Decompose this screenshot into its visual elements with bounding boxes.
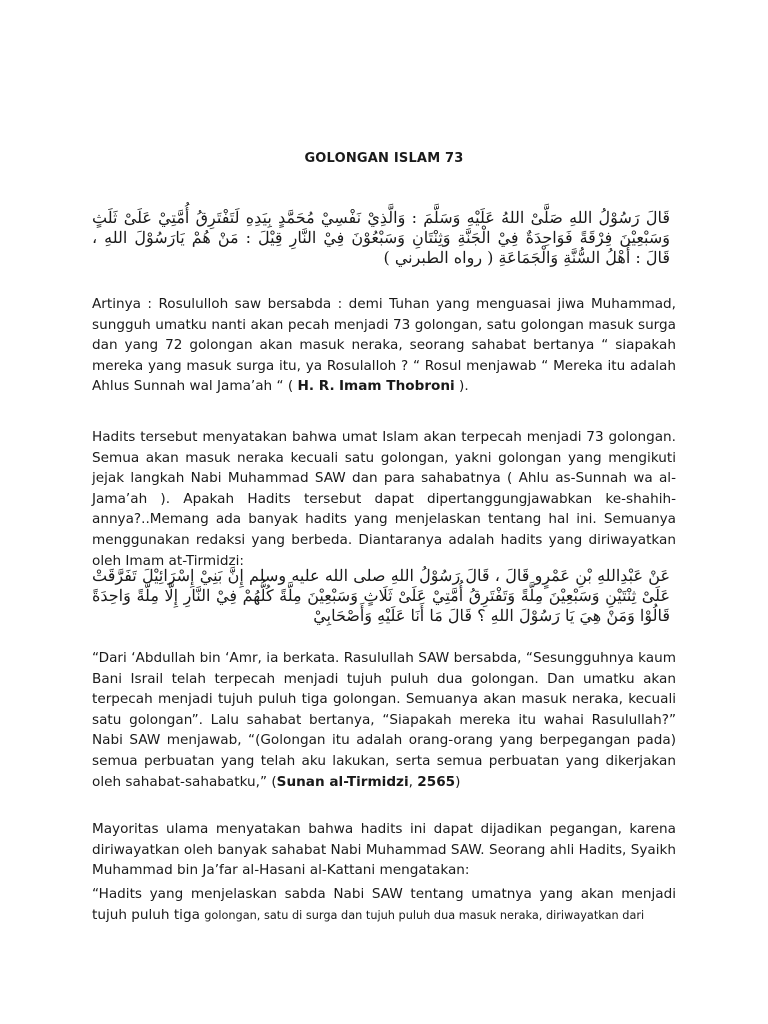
explanation-paragraph: Hadits tersebut menyatakan bahwa umat Islam akan terpecah menjadi 73 golongan. Semua akan masuk neraka kecuali satu golongan, yakni golongan yang mengikuti jejak langkah Nabi Muhammad SAW dan para sahabatnya ( Ahlu as-Sunnah wa al-Jama’ah ). Apakah Hadits tersebut dapat dipertanggungjawabkan ke-shahih-annya?..Memang ada banyak hadits yang menjelaskan tentang hal ini. Semuanya menggunakan redaksi yang berbeda. Diantaranya adalah hadits yang diriwayatkan oleh Imam at-Tirmidzi: [92,429,676,569]
ulama-paragraph: Mayoritas ulama menyatakan bahwa hadits ini dapat dijadikan pegangan, karena diriwayatkan oleh banyak sahabat Nabi Muhammad SAW. Seorang ahli Hadits, Syaikh Muhammad bin Ja’far al-Hasani al-Kattani mengatakan: [92,821,676,879]
kattani-quote-small-text: golongan, satu di surga dan tujuh puluh dua masuk neraka, diriwayatkan dari [204,908,645,922]
kattani-quote-paragraph [92,884,676,926]
source-sunan-tirmidzi: Sunan al-Tirmidzi [276,773,409,790]
source-imam-thobroni: Imam Thobroni [339,378,455,395]
translation-text: Artinya : Rosululloh saw bersabda : demi Tuhan yang menguasai jiwa Muhammad, sungguh umatku nanti akan pecah menjadi 73 golongan, satu golongan masuk surga dan yang 72 golongan akan masuk neraka, seorang sahabat bertanya “ siapakah mereka yang masuk surga itu, ya Rosulalloh ? “ Rosul menjawab “ Mereka itu adalah Ahlus Sunnah wal Jama’ah “ ( [92,296,676,395]
source-number: 2565 [417,773,456,790]
tirmidzi-end: ) [455,773,461,790]
tirmidzi-translation-paragraph [92,648,676,792]
page-title: GOLONGAN ISLAM 73 [304,151,464,166]
source-separator: , [408,773,418,790]
kattani-quote-text: “Hadits yang menjelaskan sabda Nabi SAW tentang umatnya yang akan menjadi tujuh puluh tiga [92,886,676,923]
arabic-hadith-2: عَنْ عَبْدِاللهِ بْنِ عَمْرٍو قَالَ ، قَالَ رَسُوْلُ اللهِ صلى الله عليه وسلم إِنَّ بَنِيْ إِسْرَائِيْلَ تَفَرَّقَتْ عَلَىْ ثِنْتَيْنِ وَسَبْعِيْنَ مِلَّةً وَتَفْتَرِقُ أُمَّتِيْ عَلَىْ ثَلَاثٍ وَسَبْعِيْنَ مِلَّةً كُلُّهُمْ فِيْ النَّارِ إِلَّا مِلَّةً وَاحِدَةً قَالُوْا وَمَنْ هِيَ يَا رَسُوْلَ اللهِ ؟ قَالَ مَا أَنَا عَلَيْهِ وَأَصْحَابِيْ [92,566,670,625]
source-hr: H. R. [297,378,335,395]
translation-paragraph [92,294,676,397]
arabic-hadith-1: قَالَ رَسُوْلُ اللهِ صَلَّىْ اللهُ عَلَيْهِ وَسَلَّمَ : وَالَّذِيْ نَفْسِيْ مُحَمَّدٍ بِيَدِهِ لَتَفْتَرِقُ أُمَّتِيْ عَلَىْ ثَلَثٍ وَسَبْعِيْنَ فِرْقَةً فَوَاحِدَةٌ فِيْ الْجَنَّةِ وَثِنْتَانِ وَسَبْعُوْنَ فِيْ النَّارِ قِيْلَ : مَنْ هُمْ يَارَسُوْلَ اللهِ ، قَالَ : أَهْلُ السُّنَّةِ وَالْجَمَاعَةِ ( رواه الطبرني ) [92,208,670,267]
tirmidzi-text: “Dari ‘Abdullah bin ‘Amr, ia berkata. Rasulullah SAW bersabda, “Sesungguhnya kaum Bani Israil telah terpecah menjadi tujuh puluh dua golongan. Dan umatku akan terpecah menjadi tujuh puluh tiga golongan. Semuanya akan masuk neraka, kecuali satu golongan”. Lalu sahabat bertanya, “Siapakah mereka itu wahai Rasulullah?” Nabi SAW menjawab, “(Golongan itu adalah orang-orang yang berpegangan pada) semua perbuatan yang telah aku lakukan, serta semua perbuatan yang dikerjakan oleh sahabat-sahabatku,” ( [92,650,676,790]
translation-end: ). [454,378,469,395]
